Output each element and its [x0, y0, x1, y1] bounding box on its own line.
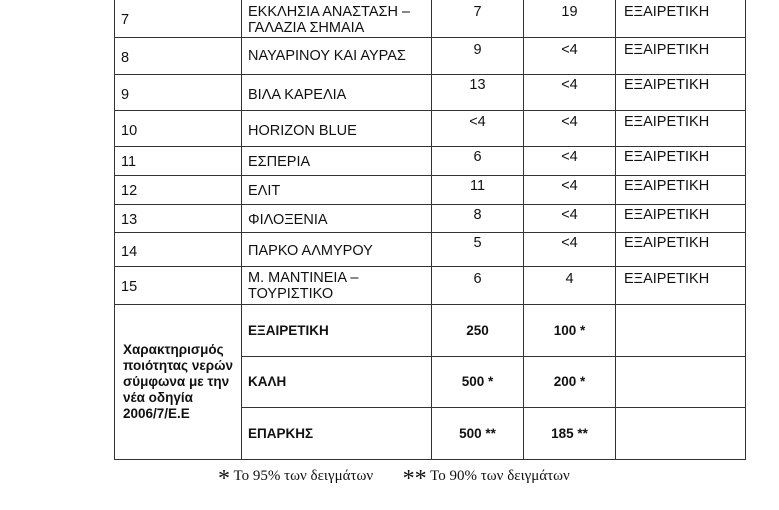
- quality-rating: ΕΞΑΙΡΕΤΙΚΗ: [616, 176, 746, 205]
- classification-level: ΕΠΑΡΚΗΣ: [242, 408, 432, 460]
- value-1: 8: [432, 205, 524, 233]
- table-row: [115, 176, 746, 205]
- quality-rating: ΕΞΑΙΡΕΤΙΚΗ: [616, 75, 746, 111]
- classification-value-1: 500 **: [432, 408, 524, 460]
- classification-value-1: 500 *: [432, 357, 524, 408]
- classification-empty-cell: [616, 357, 746, 408]
- value-1: 7: [432, 0, 524, 38]
- classification-level: ΕΞΑΙΡΕΤΙΚΗ: [242, 305, 432, 357]
- classification-value-2: 200 *: [524, 357, 616, 408]
- value-1: 6: [432, 267, 524, 305]
- beach-name: Μ. ΜΑΝΤΙΝΕΙΑ – ΤΟΥΡΙΣΤΙΚΟ: [242, 267, 432, 305]
- table-row: [115, 147, 746, 176]
- classification-value-2: 100 *: [524, 305, 616, 357]
- table-row: [115, 267, 746, 305]
- value-2: 19: [524, 0, 616, 38]
- classification-value-1: 250: [432, 305, 524, 357]
- beach-name: ΕΚΚΛΗΣΙΑ ΑΝΑΣΤΑΣΗ – ΓΑΛΑΖΙΑ ΣΗΜΑΙΑ: [242, 0, 432, 38]
- footnote-star-double: **: [402, 466, 427, 492]
- classification-label: Χαρακτηρισμός ποιότητας νερών σύμφωνα με την νέα οδηγία 2006/7/Ε.Ε: [115, 305, 242, 460]
- beach-name: ΦΙΛΟΞΕΝΙΑ: [242, 205, 432, 233]
- beach-name: ΕΣΠΕΡΙΑ: [242, 147, 432, 176]
- value-2: <4: [524, 111, 616, 147]
- beach-name: ΒΙΛΑ ΚΑΡΕΛΙΑ: [242, 75, 432, 111]
- quality-rating: ΕΞΑΙΡΕΤΙΚΗ: [616, 0, 746, 38]
- value-2: <4: [524, 233, 616, 267]
- footnotes: [218, 466, 570, 493]
- value-1: 11: [432, 176, 524, 205]
- classification-value-2: 185 **: [524, 408, 616, 460]
- water-quality-table: [114, 0, 746, 460]
- table-row: [115, 205, 746, 233]
- quality-rating: ΕΞΑΙΡΕΤΙΚΗ: [616, 267, 746, 305]
- value-2: <4: [524, 176, 616, 205]
- value-2: 4: [524, 267, 616, 305]
- row-number: 7: [115, 0, 242, 38]
- classification-empty-cell: [616, 408, 746, 460]
- table-row: [115, 38, 746, 75]
- value-2: <4: [524, 147, 616, 176]
- beach-name: ΠΑΡΚΟ ΑΛΜΥΡΟΥ: [242, 233, 432, 267]
- row-number: 12: [115, 176, 242, 205]
- classification-level: ΚΑΛΗ: [242, 357, 432, 408]
- quality-rating: ΕΞΑΙΡΕΤΙΚΗ: [616, 205, 746, 233]
- row-number: 10: [115, 111, 242, 147]
- beach-name: ΕΛΙΤ: [242, 176, 432, 205]
- quality-rating: ΕΞΑΙΡΕΤΙΚΗ: [616, 233, 746, 267]
- table-row: [115, 75, 746, 111]
- row-number: 15: [115, 267, 242, 305]
- table-row: [115, 233, 746, 267]
- quality-rating: ΕΞΑΙΡΕΤΙΚΗ: [616, 147, 746, 176]
- value-2: <4: [524, 75, 616, 111]
- value-2: <4: [524, 38, 616, 75]
- row-number: 9: [115, 75, 242, 111]
- value-1: 13: [432, 75, 524, 111]
- footnote-95-percent: Το 95% των δειγμάτων: [233, 468, 374, 484]
- value-1: 9: [432, 38, 524, 75]
- value-1: 6: [432, 147, 524, 176]
- footnote-star-single: *: [218, 466, 230, 492]
- beach-name: HORIZON BLUE: [242, 111, 432, 147]
- row-number: 14: [115, 233, 242, 267]
- row-number: 11: [115, 147, 242, 176]
- row-number: 8: [115, 38, 242, 75]
- value-2: <4: [524, 205, 616, 233]
- quality-rating: ΕΞΑΙΡΕΤΙΚΗ: [616, 38, 746, 75]
- value-1: <4: [432, 111, 524, 147]
- table-row: [115, 0, 746, 38]
- value-1: 5: [432, 233, 524, 267]
- table-row: [115, 111, 746, 147]
- footnote-90-percent: Το 90% των δειγμάτων: [430, 468, 570, 484]
- classification-row: [115, 305, 746, 357]
- beach-name: ΝΑΥΑΡΙΝΟΥ ΚΑΙ ΑΥΡΑΣ: [242, 38, 432, 75]
- classification-empty-cell: [616, 305, 746, 357]
- row-number: 13: [115, 205, 242, 233]
- quality-rating: ΕΞΑΙΡΕΤΙΚΗ: [616, 111, 746, 147]
